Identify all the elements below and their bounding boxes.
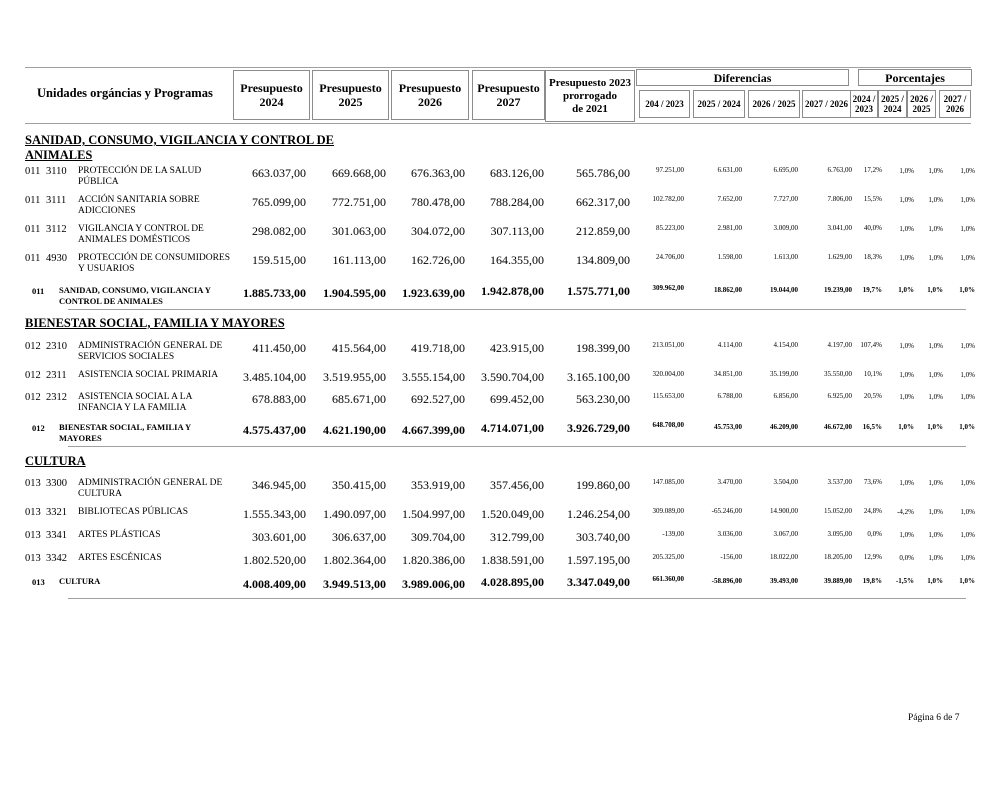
org-code: 011 xyxy=(25,253,41,264)
pct-header-2024-2023 xyxy=(850,90,878,118)
budget-value: 161.113,00 xyxy=(332,253,386,267)
budget-value: 1.838.591,00 xyxy=(481,553,544,567)
difference-value: 35.199,00 xyxy=(770,370,798,378)
program-code: 3110 xyxy=(46,166,67,177)
total-percentage-value: 19,7% xyxy=(862,286,882,294)
difference-value: 85.223,00 xyxy=(656,224,684,232)
budget-value: 1.246.254,00 xyxy=(567,507,630,521)
budget-value: 350.415,00 xyxy=(332,478,386,492)
total-difference-value: 39.889,00 xyxy=(824,577,852,585)
difference-value: 6.695,00 xyxy=(773,166,798,174)
budget-value: 303.601,00 xyxy=(252,530,306,544)
total-difference-value: 46.672,00 xyxy=(824,423,852,431)
budget-value: 678.883,00 xyxy=(252,392,306,406)
total-percentage-value: -1,5% xyxy=(895,577,914,585)
budget-value: 765.099,00 xyxy=(252,195,306,209)
budget-value: 301.063,00 xyxy=(332,224,386,238)
difference-value: 3.067,00 xyxy=(773,530,798,538)
program-code: 3111 xyxy=(46,195,67,206)
column-header-2026 xyxy=(391,70,469,120)
budget-value: 663.037,00 xyxy=(252,166,306,180)
section-rule xyxy=(68,309,966,310)
budget-value: 164.355,00 xyxy=(490,253,544,267)
percentage-value: 12,9% xyxy=(863,553,882,561)
budget-value: 159.515,00 xyxy=(252,253,306,267)
percentage-value: 1,0% xyxy=(960,554,975,562)
percentage-value: 1,0% xyxy=(928,531,943,539)
section-rule xyxy=(68,446,966,447)
budget-value: 1.490.097,00 xyxy=(323,507,386,521)
diff-header-2025-2024: 2025 / 2024 xyxy=(693,90,745,118)
total-budget-value: 1.942.878,00 xyxy=(481,284,544,298)
total-difference-value: -58.896,00 xyxy=(711,577,742,585)
budget-value: 346.945,00 xyxy=(252,478,306,492)
percentage-value: 107,4% xyxy=(860,341,882,349)
difference-value: 6.631,00 xyxy=(717,166,742,174)
total-budget-value: 3.949.513,00 xyxy=(323,577,386,591)
org-code: 011 xyxy=(25,166,41,177)
difference-value: 2.981,00 xyxy=(717,224,742,232)
column-header-2023-prorrogado xyxy=(545,70,635,122)
program-code: 3321 xyxy=(46,507,67,518)
pct-line: 2025 / xyxy=(881,94,904,104)
difference-value: 34.851,00 xyxy=(714,370,742,378)
col-label: Presupuesto xyxy=(240,81,303,95)
program-code: 3300 xyxy=(46,478,67,489)
budget-value: 353.919,00 xyxy=(411,478,465,492)
percentage-value: 1,0% xyxy=(928,342,943,350)
total-budget-value: 3.347.049,00 xyxy=(567,575,630,589)
program-code: 2310 xyxy=(46,341,67,352)
org-code: 013 xyxy=(25,478,41,489)
total-budget-value: 4.028.895,00 xyxy=(481,575,544,589)
total-name: SANIDAD, CONSUMO, VIGILANCIA Y CONTROL DE ANIMALES xyxy=(59,285,211,306)
budget-value: 419.718,00 xyxy=(411,341,465,355)
program-name: VIGILANCIA Y CONTROL DE ANIMALES DOMÉSTICOS xyxy=(78,224,204,245)
budget-value: 134.809,00 xyxy=(576,253,630,267)
pct-line: 2024 xyxy=(883,104,902,114)
percentage-value: 15,5% xyxy=(863,195,882,203)
budget-value: 565.786,00 xyxy=(576,166,630,180)
total-percentage-value: 1,0% xyxy=(927,577,943,585)
budget-value: 1.802.364,00 xyxy=(323,553,386,567)
budget-value: 563.230,00 xyxy=(576,392,630,406)
percentage-value: 1,0% xyxy=(960,342,975,350)
budget-value: 669.668,00 xyxy=(332,166,386,180)
org-code: 013 xyxy=(32,577,45,587)
percentage-value: 40,0% xyxy=(863,224,882,232)
col-year: 2024 xyxy=(259,95,284,109)
budget-value: 198.399,00 xyxy=(576,341,630,355)
percentage-value: -4,2% xyxy=(897,508,914,516)
difference-value: -65.246,00 xyxy=(711,507,742,515)
difference-value: 6.856,00 xyxy=(773,392,798,400)
col-label: Presupuesto 2023 xyxy=(549,76,631,89)
difference-value: 3.537,00 xyxy=(827,478,852,486)
difference-value: 18.022,00 xyxy=(770,553,798,561)
budget-value: 309.704,00 xyxy=(411,530,465,544)
budget-value: 3.590.704,00 xyxy=(481,370,544,384)
col-year: 2025 xyxy=(338,95,363,109)
difference-value: 102.782,00 xyxy=(652,195,684,203)
budget-value: 415.564,00 xyxy=(332,341,386,355)
col-label: Presupuesto xyxy=(398,81,462,95)
org-code: 011 xyxy=(32,286,45,296)
org-code: 013 xyxy=(25,553,41,564)
program-name: BIBLIOTECAS PÚBLICAS xyxy=(78,507,189,517)
section-title-line: ANIMALES xyxy=(25,148,93,162)
percentage-value: 1,0% xyxy=(960,371,975,379)
total-name: BIENESTAR SOCIAL, FAMILIA Y MAYORES xyxy=(59,422,191,443)
difference-value: 1.613,00 xyxy=(773,253,798,261)
total-percentage-value: 16,5% xyxy=(862,423,882,431)
total-percentage-value: 1,0% xyxy=(959,286,975,294)
percentage-value: 1,0% xyxy=(960,225,975,233)
percentage-value: 1,0% xyxy=(960,196,975,204)
org-code: 011 xyxy=(25,195,41,206)
section-title xyxy=(25,454,86,469)
program-name: PROTECCIÓN DE CONSUMIDORES Y USUARIOS xyxy=(78,253,231,274)
difference-value: 213.051,00 xyxy=(652,341,684,349)
difference-value: 6.925,00 xyxy=(827,392,852,400)
difference-value: 18.205,00 xyxy=(824,553,852,561)
total-difference-value: 661.360,00 xyxy=(652,575,684,583)
total-budget-value: 4.667.399,00 xyxy=(402,423,465,437)
difference-value: 24.706,00 xyxy=(656,253,684,261)
program-name: ADMINISTRACIÓN GENERAL DE CULTURA xyxy=(78,478,223,499)
budget-value: 303.740,00 xyxy=(576,530,630,544)
percentage-value: 18,3% xyxy=(863,253,882,261)
budget-value: 3.165.100,00 xyxy=(567,370,630,384)
budget-value: 772.751,00 xyxy=(332,195,386,209)
budget-value: 307.113,00 xyxy=(490,224,544,238)
total-budget-value: 3.926.729,00 xyxy=(567,421,630,435)
percentage-value: 24,8% xyxy=(863,507,882,515)
col-year: 2027 xyxy=(496,95,521,109)
difference-value: 320.004,00 xyxy=(652,370,684,378)
total-budget-value: 1.575.771,00 xyxy=(567,284,630,298)
difference-value: 3.009,00 xyxy=(773,224,798,232)
program-name: ASISTENCIA SOCIAL PRIMARIA xyxy=(78,370,219,380)
section-title-line: CULTURA xyxy=(25,454,86,468)
org-code: 012 xyxy=(25,341,41,352)
difference-value: 1.629,00 xyxy=(827,253,852,261)
total-difference-value: 45.753,00 xyxy=(714,423,742,431)
total-difference-value: 19.239,00 xyxy=(824,286,852,294)
difference-value: 97.251,00 xyxy=(656,166,684,174)
column-header-2024 xyxy=(233,70,310,120)
section-title xyxy=(25,316,285,331)
percentage-value: 1,0% xyxy=(899,225,914,233)
header-top-rule xyxy=(25,67,971,68)
program-code: 4930 xyxy=(46,253,67,264)
program-code: 3341 xyxy=(46,530,67,541)
total-difference-value: 18.862,00 xyxy=(714,286,742,294)
diff-header-2026-2025: 2026 / 2025 xyxy=(748,90,800,118)
difference-value: 3.470,00 xyxy=(717,478,742,486)
org-code: 013 xyxy=(25,530,41,541)
pct-header-2026-2025 xyxy=(907,90,936,118)
budget-value: 788.284,00 xyxy=(490,195,544,209)
budget-value: 304.072,00 xyxy=(411,224,465,238)
budget-value: 423.915,00 xyxy=(490,341,544,355)
percentage-value: 1,0% xyxy=(928,479,943,487)
difference-value: 6.788,00 xyxy=(717,392,742,400)
difference-value: 1.598,00 xyxy=(717,253,742,261)
percentage-value: 20,5% xyxy=(863,392,882,400)
budget-value: 699.452,00 xyxy=(490,392,544,406)
header-bottom-rule xyxy=(25,123,971,124)
difference-value: 3.504,00 xyxy=(773,478,798,486)
difference-value: 7.727,00 xyxy=(773,195,798,203)
percentage-value: 1,0% xyxy=(899,254,914,262)
column-header-2025 xyxy=(312,70,389,120)
budget-value: 1.597.195,00 xyxy=(567,553,630,567)
program-code: 3342 xyxy=(46,553,67,564)
difference-value: 7.652,00 xyxy=(717,195,742,203)
units-programs-header: Unidades orgáncias y Programas xyxy=(37,86,213,100)
budget-value: 683.126,00 xyxy=(490,166,544,180)
program-name: PROTECCIÓN DE LA SALUD PÚBLICA xyxy=(78,166,202,187)
program-code: 2312 xyxy=(46,392,67,403)
pct-header-2025-2024 xyxy=(878,90,907,118)
difference-value: 7.806,00 xyxy=(827,195,852,203)
percentage-value: 1,0% xyxy=(928,196,943,204)
total-percentage-value: 1,0% xyxy=(898,423,914,431)
total-percentage-value: 1,0% xyxy=(959,423,975,431)
percentage-value: 1,0% xyxy=(960,531,975,539)
budget-value: 692.527,00 xyxy=(411,392,465,406)
pct-line: 2025 xyxy=(912,104,931,114)
budget-value: 1.555.343,00 xyxy=(243,507,306,521)
org-code: 012 xyxy=(25,370,41,381)
percentage-value: 1,0% xyxy=(960,393,975,401)
budget-value: 3.555.154,00 xyxy=(402,370,465,384)
page-number: Página 6 de 7 xyxy=(908,713,960,723)
diff-header-2027-2026: 2027 / 2026 xyxy=(802,90,850,118)
pct-line: 2024 / xyxy=(852,94,876,104)
porcentajes-header: Porcentajes xyxy=(858,69,972,86)
budget-value: 162.726,00 xyxy=(411,253,465,267)
difference-value: 309.089,00 xyxy=(652,507,684,515)
program-name: ARTES ESCÉNICAS xyxy=(78,553,162,563)
budget-value: 1.504.997,00 xyxy=(402,507,465,521)
program-name: ASISTENCIA SOCIAL A LA INFANCIA Y LA FAMILIA xyxy=(78,392,192,413)
total-difference-value: 648.708,00 xyxy=(652,421,684,429)
budget-value: 298.082,00 xyxy=(252,224,306,238)
total-percentage-value: 1,0% xyxy=(898,286,914,294)
difference-value: 15.052,00 xyxy=(824,507,852,515)
percentage-value: 0,0% xyxy=(867,530,882,538)
budget-value: 662.317,00 xyxy=(576,195,630,209)
percentage-value: 0,0% xyxy=(899,554,914,562)
percentage-value: 1,0% xyxy=(928,393,943,401)
difference-value: 147.085,00 xyxy=(652,478,684,486)
percentage-value: 1,0% xyxy=(928,371,943,379)
col-sub: de 2021 xyxy=(572,102,608,115)
total-percentage-value: 1,0% xyxy=(927,423,943,431)
program-code: 2311 xyxy=(46,370,67,381)
pct-line: 2027 / xyxy=(943,94,967,104)
percentage-value: 1,0% xyxy=(928,254,943,262)
budget-value: 212.859,00 xyxy=(576,224,630,238)
percentage-value: 1,0% xyxy=(899,393,914,401)
total-budget-value: 1.904.595,00 xyxy=(323,286,386,300)
percentage-value: 1,0% xyxy=(928,554,943,562)
percentage-value: 1,0% xyxy=(899,196,914,204)
percentage-value: 1,0% xyxy=(899,479,914,487)
percentage-value: 1,0% xyxy=(960,508,975,516)
budget-value: 306.637,00 xyxy=(332,530,386,544)
total-budget-value: 1.923.639,00 xyxy=(402,286,465,300)
budget-value: 676.363,00 xyxy=(411,166,465,180)
percentage-value: 73,6% xyxy=(863,478,882,486)
total-budget-value: 3.989.006,00 xyxy=(402,577,465,591)
percentage-value: 1,0% xyxy=(928,167,943,175)
total-budget-value: 4.714.071,00 xyxy=(481,421,544,435)
total-difference-value: 309.962,00 xyxy=(652,284,684,292)
program-name: ACCIÓN SANITARIA SOBRE ADICCIONES xyxy=(78,195,200,216)
pct-header-2027-2026 xyxy=(939,90,971,118)
percentage-value: 1,0% xyxy=(960,479,975,487)
difference-value: 4.197,00 xyxy=(827,341,852,349)
total-percentage-value: 1,0% xyxy=(927,286,943,294)
budget-value: 1.520.049,00 xyxy=(481,507,544,521)
budget-value: 411.450,00 xyxy=(252,341,306,355)
total-difference-value: 46.209,00 xyxy=(770,423,798,431)
difference-value: 6.763,00 xyxy=(827,166,852,174)
total-difference-value: 39.493,00 xyxy=(770,577,798,585)
difference-value: 14.900,00 xyxy=(770,507,798,515)
difference-value: 205.325,00 xyxy=(652,553,684,561)
col-year: 2026 xyxy=(418,95,442,109)
total-budget-value: 4.575.437,00 xyxy=(243,423,306,437)
section-title-line: BIENESTAR SOCIAL, FAMILIA Y MAYORES xyxy=(25,316,285,330)
budget-value: 780.478,00 xyxy=(411,195,465,209)
percentage-value: 1,0% xyxy=(899,342,914,350)
percentage-value: 17,2% xyxy=(863,166,882,174)
budget-value: 685.671,00 xyxy=(332,392,386,406)
column-header-2027 xyxy=(472,70,545,120)
org-code: 013 xyxy=(25,507,41,518)
org-code: 011 xyxy=(25,224,41,235)
pct-line: 2026 / xyxy=(910,94,933,104)
budget-value: 3.519.955,00 xyxy=(323,370,386,384)
percentage-value: 1,0% xyxy=(928,508,943,516)
program-name: ADMINISTRACIÓN GENERAL DE SERVICIOS SOCIALES xyxy=(78,341,223,362)
difference-value: 4.114,00 xyxy=(717,341,742,349)
pct-line: 2023 xyxy=(855,104,873,114)
program-name: ARTES PLÁSTICAS xyxy=(78,530,161,540)
section-title xyxy=(25,133,334,163)
col-sub: prorrogado xyxy=(563,89,617,102)
program-code: 3112 xyxy=(46,224,67,235)
difference-value: 3.041,00 xyxy=(827,224,852,232)
percentage-value: 1,0% xyxy=(960,167,975,175)
budget-value: 312.799,00 xyxy=(490,530,544,544)
org-code: 012 xyxy=(25,392,41,403)
diferencias-header: Diferencias xyxy=(636,69,849,86)
section-rule xyxy=(68,598,966,599)
col-label: Presupuesto xyxy=(477,81,540,95)
diff-header-2024-2023: 204 / 2023 xyxy=(639,90,690,118)
difference-value: -139,00 xyxy=(662,530,684,538)
percentage-value: 10,1% xyxy=(863,370,882,378)
total-difference-value: 19.044,00 xyxy=(770,286,798,294)
budget-value: 357.456,00 xyxy=(490,478,544,492)
percentage-value: 1,0% xyxy=(928,225,943,233)
col-label: Presupuesto xyxy=(319,81,382,95)
difference-value: 35.550,00 xyxy=(824,370,852,378)
total-name: CULTURA xyxy=(59,576,101,586)
percentage-value: 1,0% xyxy=(899,371,914,379)
total-budget-value: 1.885.733,00 xyxy=(243,286,306,300)
percentage-value: 1,0% xyxy=(899,531,914,539)
budget-value: 1.820.386,00 xyxy=(402,553,465,567)
total-budget-value: 4.008.409,00 xyxy=(243,577,306,591)
pct-line: 2026 xyxy=(946,104,964,114)
budget-value: 199.860,00 xyxy=(576,478,630,492)
org-code: 012 xyxy=(32,423,45,433)
difference-value: 4.154,00 xyxy=(773,341,798,349)
section-title-line: SANIDAD, CONSUMO, VIGILANCIA Y CONTROL DE xyxy=(25,133,334,147)
percentage-value: 1,0% xyxy=(899,167,914,175)
difference-value: -156,00 xyxy=(720,553,742,561)
budget-value: 3.485.104,00 xyxy=(243,370,306,384)
budget-value: 1.802.520,00 xyxy=(243,553,306,567)
total-percentage-value: 19,8% xyxy=(862,577,882,585)
difference-value: 3.036,00 xyxy=(717,530,742,538)
difference-value: 115.653,00 xyxy=(652,392,684,400)
total-percentage-value: 1,0% xyxy=(959,577,975,585)
difference-value: 3.095,00 xyxy=(827,530,852,538)
total-budget-value: 4.621.190,00 xyxy=(323,423,386,437)
percentage-value: 1,0% xyxy=(960,254,975,262)
